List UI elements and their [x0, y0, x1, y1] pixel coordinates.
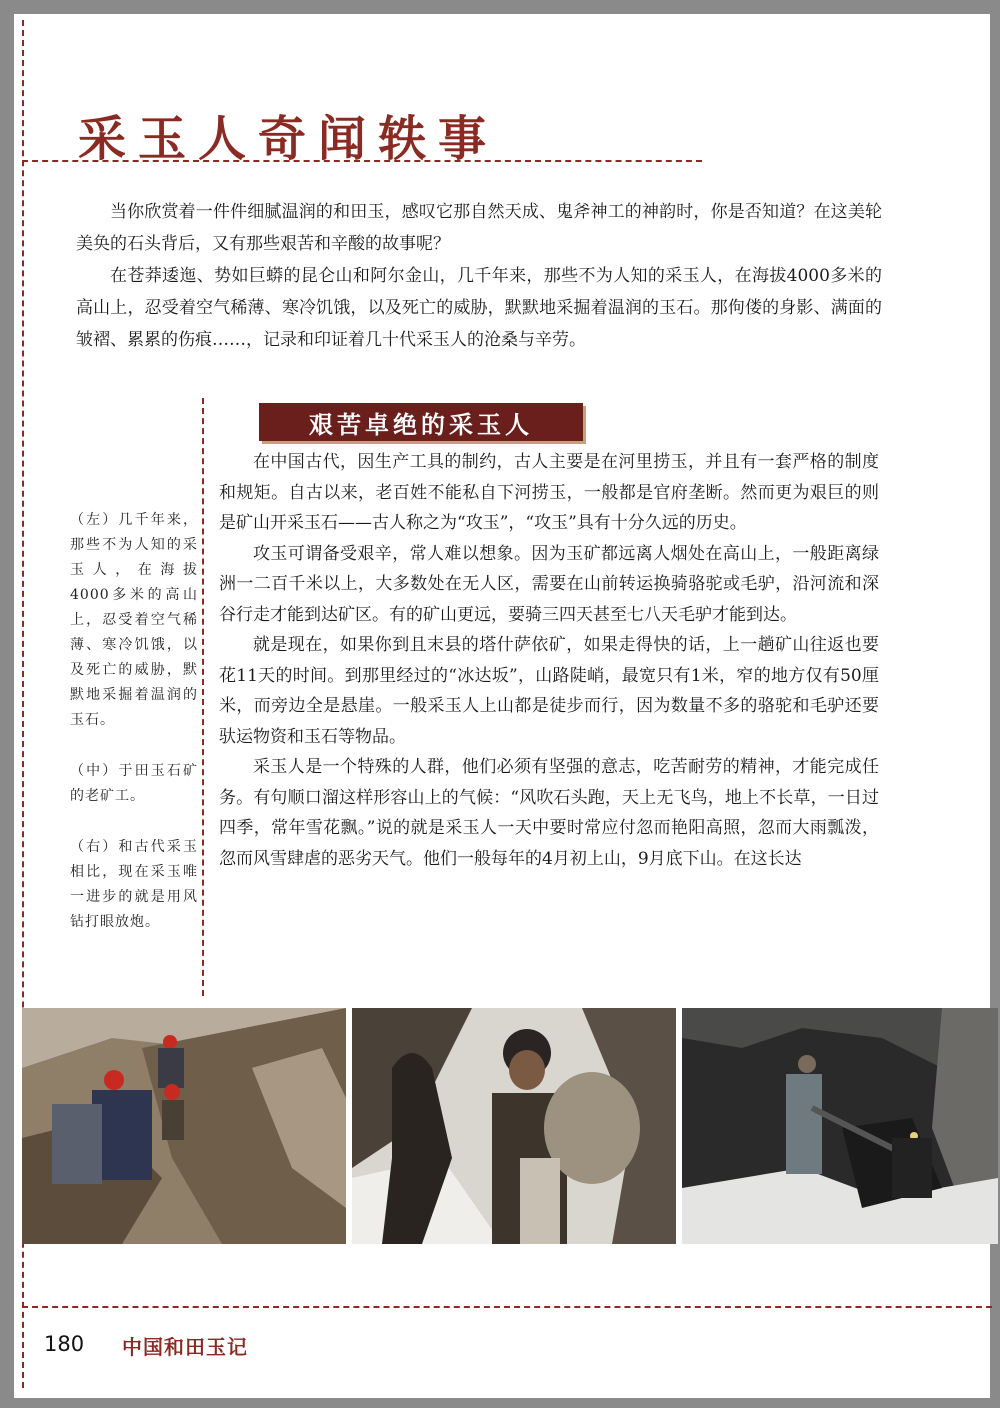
page-frame-top	[0, 0, 1000, 14]
page-frame-left	[0, 0, 14, 1408]
intro-paragraph: 在苍莽逶迤、势如巨蟒的昆仑山和阿尔金山，几千年来，那些不为人知的采玉人，在海拔4000多米的高山上，忍受着空气稀薄、寒冷饥饿，以及死亡的威胁，默默地采掘着温润的玉石。那佝偻的身影、满面的皱褶、累累的伤痕……，记录和印证着几十代采玉人的沧桑与辛劳。	[76, 266, 882, 350]
body-paragraph: 在中国古代，因生产工具的制约，古人主要是在河里捞玉，并且有一套严格的制度和规矩。自古以来，老百姓不能私自下河捞玉，一般都是官府垄断。然而更为艰巨的则是矿山开采玉石——古人称之为“攻玉”，“攻玉”具有十分久远的历史。	[219, 452, 879, 533]
section-heading: 艰苦卓绝的采玉人	[259, 403, 583, 441]
caption-right: （右）和古代采玉相比，现在采玉唯一进步的就是用风钻打眼放炮。	[70, 839, 198, 930]
running-book-title: 中国和田玉记	[122, 1335, 248, 1359]
page-title: 采玉人奇闻轶事	[78, 111, 499, 167]
photo-miners-on-cliff	[22, 1008, 346, 1244]
photo-old-miner-with-donkey	[352, 1008, 676, 1244]
page-number: 180	[44, 1332, 85, 1356]
photo-miner-drilling-tunnel	[682, 1008, 998, 1244]
body-text	[219, 447, 879, 874]
photo-strip	[22, 1008, 998, 1244]
body-paragraph: 就是现在，如果你到且末县的塔什萨依矿，如果走得快的话，上一趟矿山往返也要花11天的时间。到那里经过的“冰达坂”，山路陡峭，最宽只有1米，窄的地方仅有50厘米，而旁边全是悬崖。一般采玉人上山都是徒步而行，因为数量不多的骆驼和毛驴还要驮运物资和玉石等物品。	[219, 635, 879, 747]
title-underline	[22, 160, 702, 162]
body-paragraph: 采玉人是一个特殊的人群，他们必须有坚强的意志，吃苦耐劳的精神，才能完成任务。有句顺口溜这样形容山上的气候：“风吹石头跑，天上无飞鸟，地上不长草，一日过四季，常年雪花飘。”说的就是采玉人一天中要时常应付忽而艳阳高照，忽而大雨瓢泼，忽而风雪肆虐的恶劣天气。他们一般每年的4月初上山，9月底下山。在这长达	[219, 757, 879, 869]
caption-middle: （中）于田玉石矿的老矿工。	[70, 763, 198, 804]
footer-rule	[22, 1306, 992, 1308]
body-paragraph: 攻玉可谓备受艰辛，常人难以想象。因为玉矿都远离人烟处在高山上，一般距离绿洲一二百千米以上，大多数处在无人区，需要在山前转运换骑骆驼或毛驴，沿河流和深谷行走才能到达矿区。有的矿山更远，要骑三四天甚至七八天毛驴才能到达。	[219, 543, 879, 625]
intro-text	[76, 196, 882, 356]
caption-left: （左）几千年来，那些不为人知的采玉人，在海拔4000多米的高山上，忍受着空气稀薄、寒冷饥饿，以及死亡的威胁，默默地采掘着温润的玉石。	[70, 512, 198, 728]
page-frame-bottom	[0, 1398, 1000, 1408]
column-divider	[202, 398, 204, 996]
photo-captions	[70, 508, 198, 961]
intro-paragraph: 当你欣赏着一件件细腻温润的和田玉，感叹它那自然天成、鬼斧神工的神韵时，你是否知道？在这美轮美奂的石头背后，又有那些艰苦和辛酸的故事呢？	[76, 202, 882, 254]
